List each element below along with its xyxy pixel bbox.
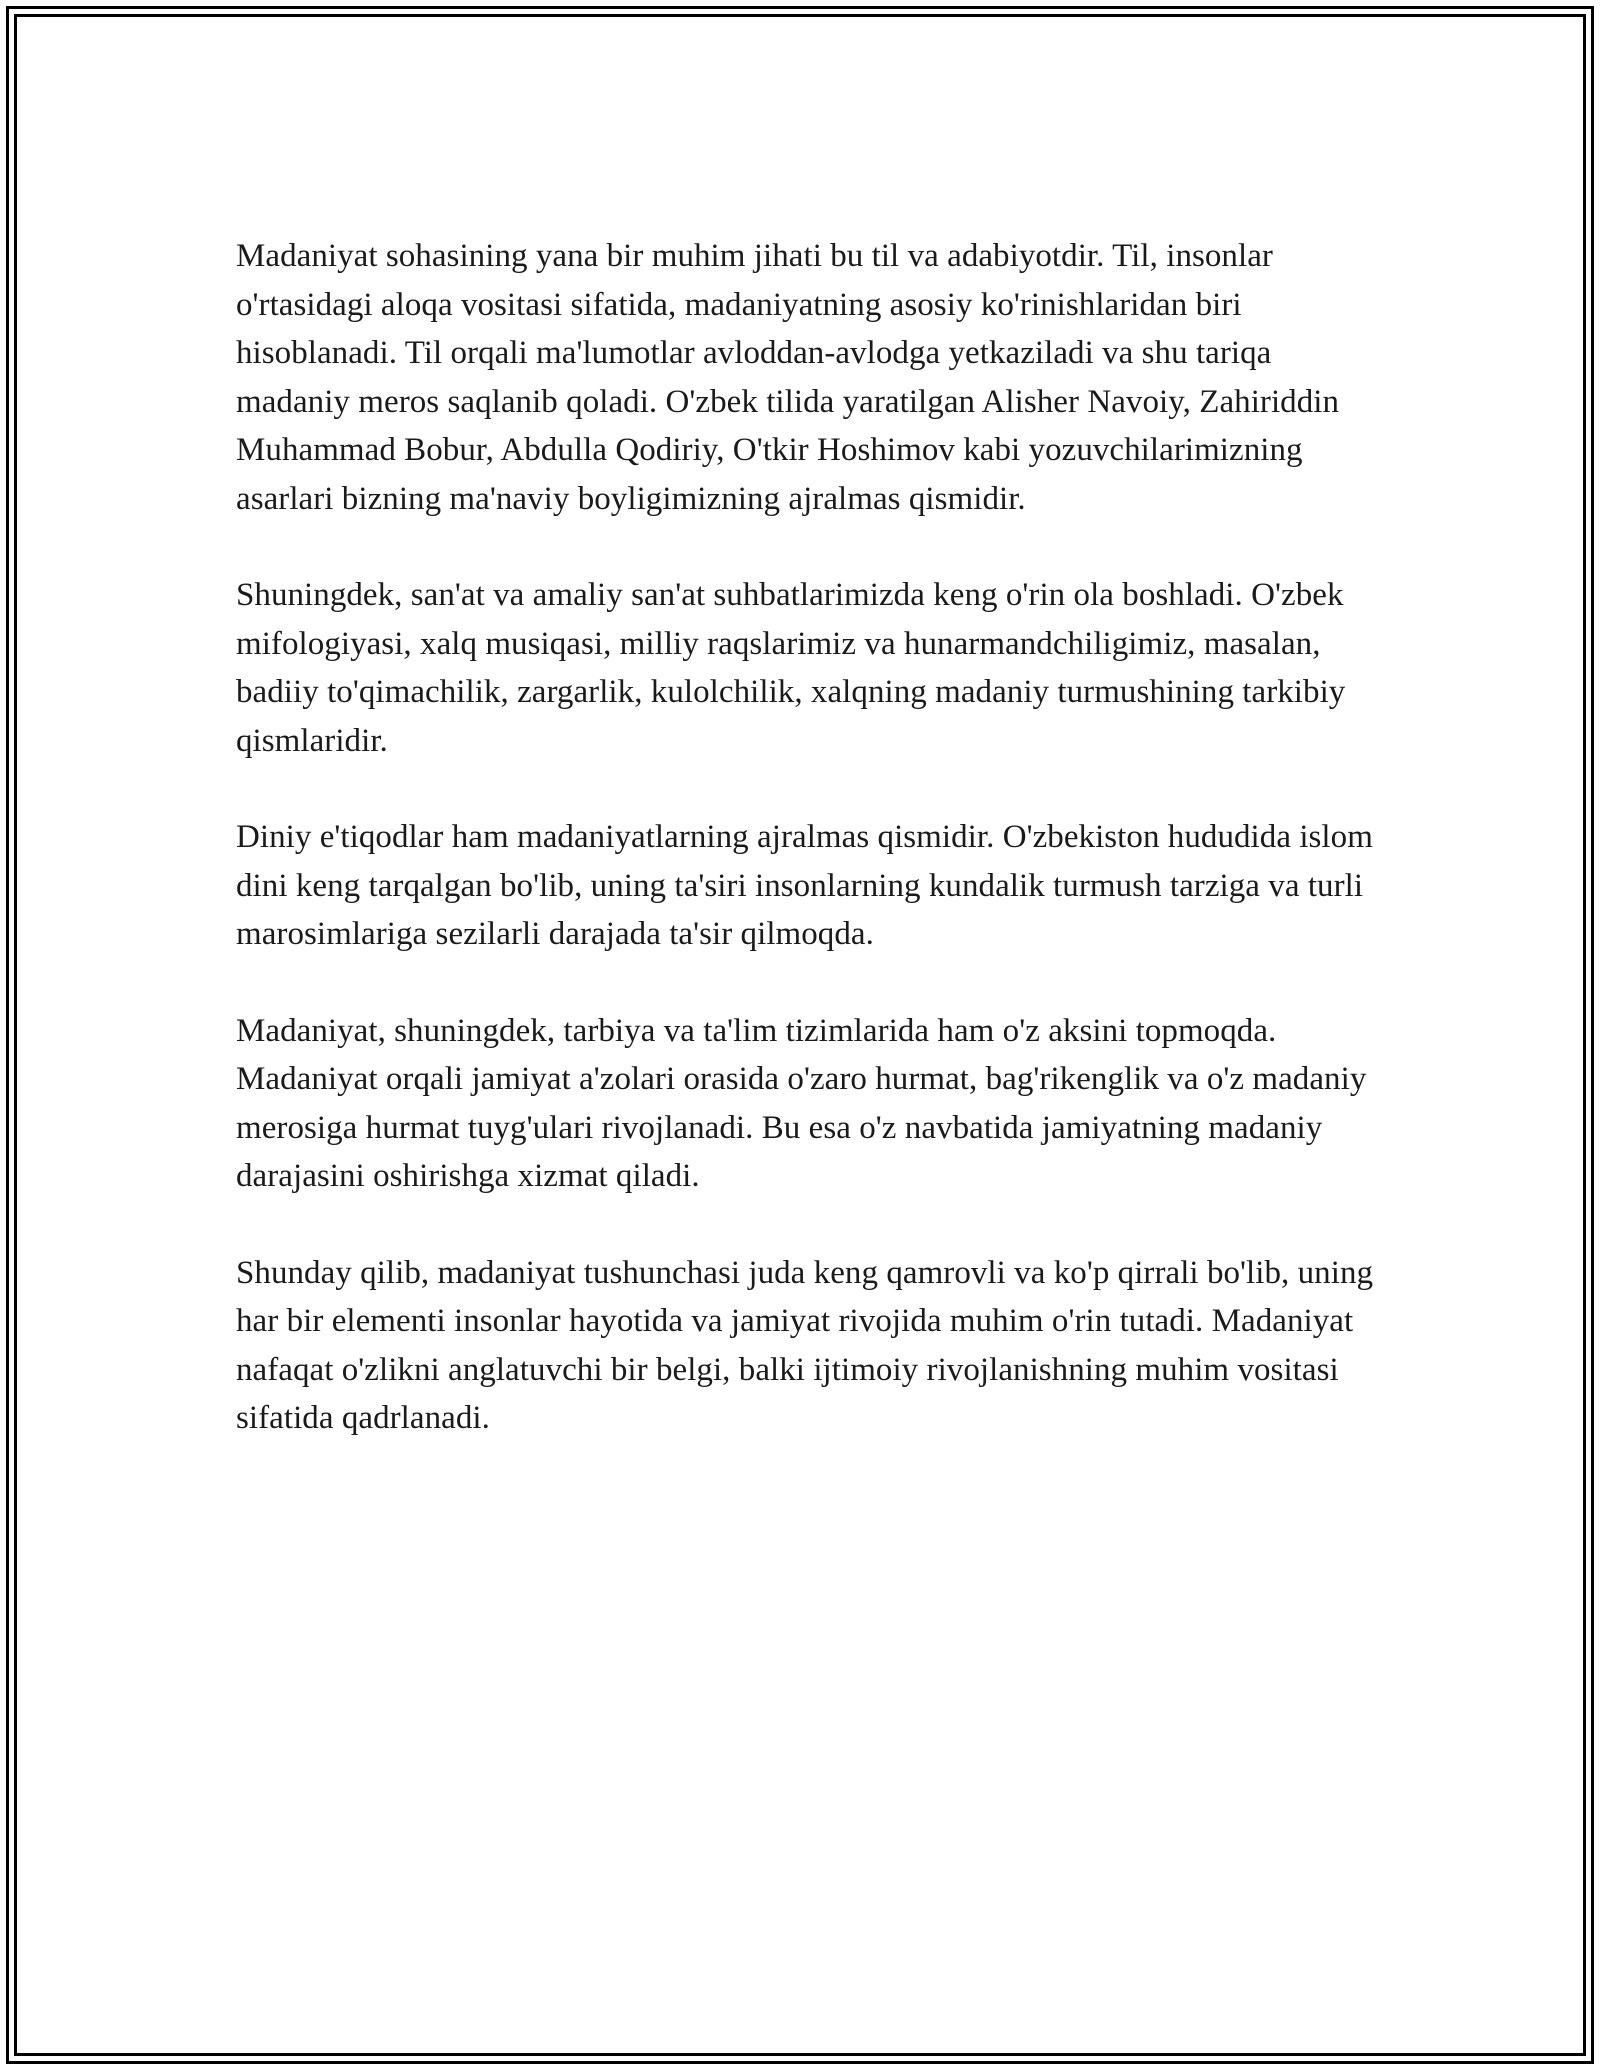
paragraph-religion: Diniy e'tiqodlar ham madaniyatlarning ajralmas qismidir. O'zbekiston hududida islom dini keng tarqalgan bo'lib, uning ta'siri insonlarning kundalik turmush tarziga va turli marosimlariga sezilarli darajada ta'sir qilmoqda. <box>236 819 1373 952</box>
paragraph-art-crafts: Shuningdek, san'at va amaliy san'at suhbatlarimizda keng o'rin ola boshladi. O'zbek mifologiyasi, xalq musiqasi, milliy raqslarimiz va hunarmandchiligimiz, masalan, badiiy to'qimachilik, zargarlik, kulolchilik, xalqning madaniy turmushining tarkibiy qismlaridir. <box>236 577 1346 759</box>
paragraph-language-literature: Madaniyat sohasining yana bir muhim jihati bu til va adabiyotdir. Til, insonlar o'rtasidagi aloqa vositasi sifatida, madaniyatning asosiy ko'rinishlaridan biri hisoblanadi. Til orqali ma'lumotlar avloddan-avlodga yetkaziladi va shu tariqa madaniy meros saqlanib qoladi. O'zbek tilida yaratilgan Alisher Navoiy, Zahiriddin Muhammad Bobur, Abdulla Qodiriy, O'tkir Hoshimov kabi yozuvchilarimizning asarlari bizning ma'naviy boyligimizning ajralmas qismidir. <box>236 238 1340 517</box>
paragraph-conclusion: Shunday qilib, madaniyat tushunchasi juda keng qamrovli va ko'p qirrali bo'lib, uning har bir elementi insonlar hayotida va jamiyat rivojida muhim o'rin tutadi. Madaniyat nafaqat o'zlikni anglatuvchi bir belgi, balki ijtimoiy rivojlanishning muhim vositasi sifatida qadrlanadi. <box>236 1254 1374 1436</box>
document-body <box>236 232 1376 1491</box>
paragraph-education: Madaniyat, shuningdek, tarbiya va ta'lim tizimlarida ham o'z aksini topmoqda. Madaniyat orqali jamiyat a'zolari orasida o'zaro hurmat, bag'rikenglik va o'z madaniy merosiga hurmat tuyg'ulari rivojlanadi. Bu esa o'z navbatida jamiyatning madaniy darajasini oshirishga xizmat qiladi. <box>236 1012 1367 1194</box>
